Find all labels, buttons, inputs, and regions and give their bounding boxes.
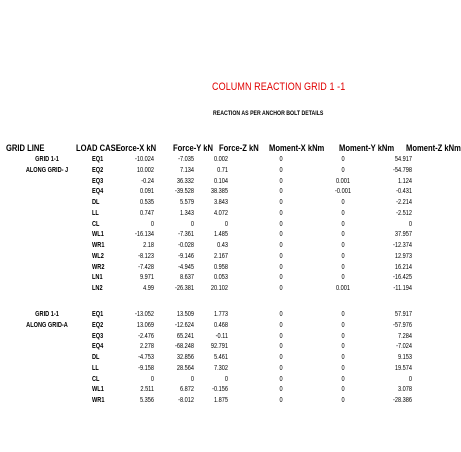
force-y-cell: 7.134 — [179, 166, 194, 174]
force-y-cell: -7.361 — [178, 231, 194, 239]
load-case-cell: WR2 — [92, 263, 105, 271]
force-x-cell: 2.278 — [139, 343, 154, 351]
force-x-cell: 0.747 — [139, 209, 154, 217]
force-x-cell: -7.428 — [138, 263, 154, 271]
moment-y-cell: -0.001 — [335, 188, 351, 196]
force-z-cell: 0 — [224, 375, 228, 383]
moment-y-cell: 0 — [341, 274, 345, 282]
moment-y-cell: 0 — [341, 220, 345, 228]
load-case-cell: LL — [92, 209, 99, 217]
moment-x-cell: 0 — [279, 156, 283, 163]
force-x-cell: -10.024 — [135, 156, 154, 163]
moment-y-cell: 0.001 — [335, 177, 351, 185]
force-x-cell: -4.753 — [138, 354, 154, 361]
load-case-cell: EQ4 — [92, 188, 104, 196]
moment-y-cell: 0 — [341, 386, 345, 394]
force-x-cell: -2.476 — [138, 332, 154, 340]
load-case-cell: WR1 — [92, 397, 105, 404]
force-z-cell: 1.875 — [213, 397, 228, 404]
force-y-cell: 1.343 — [179, 209, 194, 217]
header-moment-x: Moment-X kNm — [269, 143, 325, 154]
force-x-cell: 4.99 — [143, 285, 154, 292]
force-y-cell: -26.381 — [175, 285, 194, 292]
moment-y-cell: 0 — [341, 354, 345, 361]
moment-y-cell: 0 — [341, 252, 345, 260]
force-z-cell: 1.773 — [213, 311, 228, 318]
header-grid-line: GRID LINE — [6, 143, 45, 154]
force-z-cell: 5.461 — [213, 354, 228, 361]
moment-y-cell: 0 — [341, 199, 345, 206]
grid-along-label: ALONG GRID- J — [25, 166, 69, 174]
moment-x-cell: 0 — [279, 285, 283, 292]
force-y-cell: 65.241 — [176, 332, 194, 340]
force-z-cell: 4.072 — [213, 209, 228, 217]
force-x-cell: 2.511 — [140, 386, 154, 394]
report-subtitle: REACTION AS PER ANCHOR BOLT DETAILS — [213, 110, 324, 117]
load-case-cell: WL1 — [92, 386, 104, 394]
moment-y-cell: 0 — [341, 263, 345, 271]
load-case-cell: LN2 — [92, 285, 103, 292]
force-y-cell: -12.624 — [175, 321, 194, 329]
force-z-cell: -0.156 — [212, 386, 228, 394]
moment-x-cell: 0 — [279, 242, 283, 249]
moment-x-cell: 0 — [279, 343, 283, 351]
moment-x-cell: 0 — [279, 231, 283, 239]
moment-y-cell: 0 — [341, 397, 345, 404]
moment-x-cell: 0 — [279, 274, 283, 282]
header-force-y: Force-Y kN — [173, 143, 213, 154]
moment-z-cell: -7.024 — [396, 343, 412, 351]
moment-y-cell: 0 — [341, 156, 345, 163]
force-z-cell: -0.11 — [215, 332, 228, 340]
moment-z-cell: -11.194 — [393, 285, 412, 292]
force-x-cell: -8.123 — [138, 252, 154, 260]
force-x-cell: -9.158 — [138, 364, 154, 372]
report-title: COLUMN REACTION GRID 1 -1 — [212, 81, 346, 93]
force-y-cell: 5.579 — [179, 199, 194, 206]
moment-x-cell: 0 — [279, 263, 283, 271]
moment-z-cell: 54.917 — [394, 156, 412, 163]
force-x-cell: 0.091 — [139, 188, 154, 196]
moment-y-cell: 0 — [341, 166, 345, 174]
force-x-cell: 2.18 — [143, 242, 154, 249]
load-case-cell: EQ1 — [92, 311, 104, 318]
moment-z-cell: 0 — [408, 220, 412, 228]
load-case-cell: DL — [92, 199, 100, 206]
moment-x-cell: 0 — [279, 311, 283, 318]
load-case-cell: EQ4 — [92, 343, 104, 351]
force-y-cell: 0 — [190, 375, 194, 383]
moment-x-cell: 0 — [279, 199, 283, 206]
moment-z-cell: 37.957 — [394, 231, 412, 239]
grid-along-label: ALONG GRID-A — [26, 321, 68, 329]
moment-x-cell: 0 — [279, 364, 283, 372]
load-case-cell: WR1 — [92, 242, 105, 249]
header-force-x: Force-X kN — [116, 143, 157, 154]
load-case-cell: CL — [92, 220, 100, 228]
force-y-cell: -9.146 — [178, 252, 194, 260]
force-z-cell: 0.053 — [213, 274, 228, 282]
force-z-cell: 0.71 — [217, 166, 228, 174]
moment-y-cell: 0 — [341, 321, 345, 329]
moment-z-cell: 0 — [408, 375, 412, 383]
force-x-cell: -13.052 — [135, 311, 154, 318]
load-case-cell: WL2 — [92, 252, 104, 260]
moment-z-cell: -57.976 — [393, 321, 412, 329]
load-case-cell: LN1 — [92, 274, 103, 282]
force-y-cell: -39.528 — [175, 188, 194, 196]
moment-x-cell: 0 — [279, 332, 283, 340]
force-z-cell: 0 — [224, 220, 228, 228]
force-y-cell: -8.012 — [178, 397, 194, 404]
moment-x-cell: 0 — [279, 375, 283, 383]
moment-z-cell: 57.917 — [394, 311, 412, 318]
moment-y-cell: 0 — [341, 209, 345, 217]
moment-z-cell: 19.574 — [394, 364, 412, 372]
header-load-case: LOAD CASE — [76, 143, 121, 154]
force-y-cell: 13.509 — [176, 311, 194, 318]
moment-x-cell: 0 — [279, 252, 283, 260]
moment-y-cell: 0.001 — [335, 285, 351, 292]
load-case-cell: EQ1 — [92, 156, 104, 163]
load-case-cell: DL — [92, 354, 100, 361]
moment-z-cell: 9.153 — [397, 354, 412, 361]
force-x-cell: 10.002 — [136, 166, 154, 174]
force-y-cell: 8.637 — [179, 274, 194, 282]
moment-x-cell: 0 — [279, 354, 283, 361]
force-x-cell: 0 — [150, 375, 154, 383]
force-y-cell: 36.332 — [176, 177, 194, 185]
grid-label: GRID 1-1 — [35, 311, 59, 318]
moment-z-cell: -16.425 — [393, 274, 412, 282]
force-z-cell: 0.43 — [217, 242, 228, 249]
moment-y-cell: 0 — [341, 231, 345, 239]
force-y-cell: -68.248 — [175, 343, 194, 351]
force-z-cell: 92.791 — [210, 343, 228, 351]
force-x-cell: -16.134 — [135, 231, 154, 239]
header-moment-y: Moment-Y kNm — [339, 143, 395, 154]
moment-x-cell: 0 — [279, 386, 283, 394]
force-y-cell: 28.564 — [176, 364, 194, 372]
force-y-cell: 6.872 — [179, 386, 194, 394]
moment-z-cell: 1.124 — [397, 177, 412, 185]
moment-x-cell: 0 — [279, 209, 283, 217]
moment-z-cell: -0.431 — [396, 188, 412, 196]
force-z-cell: 3.843 — [213, 199, 228, 206]
force-x-cell: 5.356 — [139, 397, 154, 404]
moment-x-cell: 0 — [279, 188, 283, 196]
moment-z-cell: -2.512 — [396, 209, 412, 217]
moment-x-cell: 0 — [279, 321, 283, 329]
force-x-cell: -0.24 — [141, 177, 154, 185]
force-z-cell: 0.104 — [213, 177, 228, 185]
load-case-cell: EQ2 — [92, 321, 104, 329]
force-y-cell: -0.028 — [178, 242, 194, 249]
moment-y-cell: 0 — [341, 343, 345, 351]
force-x-cell: 0 — [150, 220, 154, 228]
load-case-cell: EQ3 — [92, 332, 104, 340]
force-y-cell: 32.856 — [176, 354, 194, 361]
moment-y-cell: 0 — [341, 364, 345, 372]
force-y-cell: -7.035 — [178, 156, 194, 163]
moment-z-cell: -28.386 — [393, 397, 412, 404]
moment-x-cell: 0 — [279, 220, 283, 228]
load-case-cell: EQ3 — [92, 177, 104, 185]
force-z-cell: 38.385 — [210, 188, 228, 196]
moment-z-cell: 16.214 — [394, 263, 412, 271]
moment-z-cell: -12.374 — [393, 242, 412, 249]
moment-y-cell: 0 — [341, 242, 345, 249]
grid-label: GRID 1-1 — [35, 156, 59, 163]
moment-y-cell: 0 — [341, 332, 345, 340]
force-x-cell: 0.535 — [139, 199, 154, 206]
moment-y-cell: 0 — [341, 375, 345, 383]
moment-x-cell: 0 — [279, 177, 283, 185]
header-force-z: Force-Z kN — [219, 143, 259, 154]
moment-z-cell: 3.078 — [397, 386, 412, 394]
load-case-cell: WL1 — [92, 231, 104, 239]
force-x-cell: 9.971 — [139, 274, 154, 282]
moment-y-cell: 0 — [341, 311, 345, 318]
force-z-cell: 7.302 — [213, 364, 228, 372]
force-x-cell: 13.069 — [136, 321, 154, 329]
force-z-cell: 1.485 — [213, 231, 228, 239]
force-y-cell: 0 — [190, 220, 194, 228]
load-case-cell: EQ2 — [92, 166, 104, 174]
moment-z-cell: 12.973 — [394, 252, 412, 260]
moment-z-cell: -54.798 — [393, 166, 412, 174]
force-z-cell: 2.167 — [213, 252, 228, 260]
moment-x-cell: 0 — [279, 166, 283, 174]
moment-z-cell: 7.284 — [397, 332, 412, 340]
force-z-cell: 20.102 — [210, 285, 228, 292]
moment-z-cell: -2.214 — [396, 199, 412, 206]
moment-x-cell: 0 — [279, 397, 283, 404]
force-z-cell: 0.002 — [213, 156, 228, 163]
force-z-cell: 0.468 — [213, 321, 228, 329]
load-case-cell: CL — [92, 375, 100, 383]
force-z-cell: 0.958 — [213, 263, 228, 271]
header-moment-z: Moment-Z kNm — [406, 143, 461, 154]
force-y-cell: -4.945 — [178, 263, 194, 271]
load-case-cell: LL — [92, 364, 99, 372]
